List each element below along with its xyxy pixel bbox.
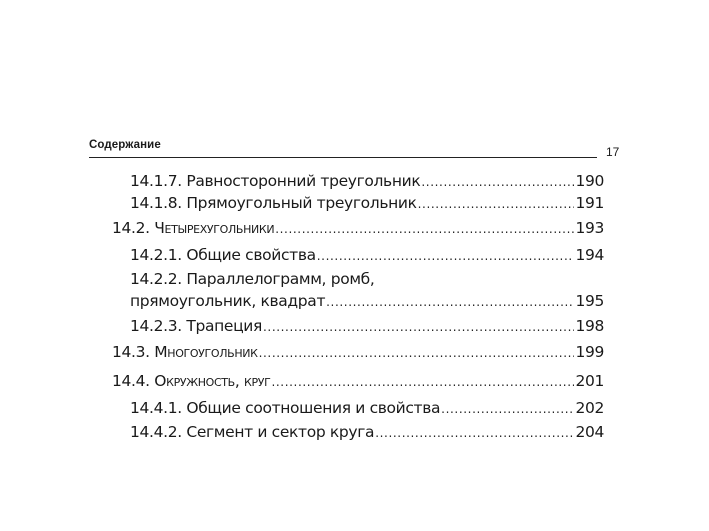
toc-entry-label: 14.3. Многоугольник xyxy=(112,343,258,361)
toc-entry-page: 201 xyxy=(575,372,604,390)
toc-entry-label: прямоугольник, квадрат xyxy=(130,292,326,310)
toc-leader-dots xyxy=(317,247,575,265)
toc-leader-dots xyxy=(271,373,574,391)
toc-entry-14-1-7[interactable] xyxy=(130,172,604,191)
toc-entry-page: 199 xyxy=(575,343,604,361)
toc-entry-label: 14.2. Четырехугольники xyxy=(112,219,275,237)
running-head-title: Содержание xyxy=(89,139,161,151)
toc-leader-dots xyxy=(375,424,574,442)
toc-entry-14-4-1[interactable] xyxy=(130,399,604,418)
toc-entry-14-2-3[interactable] xyxy=(130,317,604,336)
toc-entry-label: 14.1.7. Равносторонний треугольник xyxy=(130,172,421,190)
toc-entry-14-2-1[interactable] xyxy=(130,246,604,265)
toc-entry-14-2-2-line1[interactable]: 14.2.2. Параллелограмм, ромб, xyxy=(130,270,375,288)
toc-entry-label: 14.2.3. Трапеция xyxy=(130,317,262,335)
toc-entry-label: 14.4.1. Общие соотношения и свойства xyxy=(130,399,441,417)
toc-leader-dots xyxy=(259,344,575,362)
toc-entry-page: 194 xyxy=(575,246,604,264)
page-number: 17 xyxy=(606,145,620,159)
toc-entry-14-3[interactable] xyxy=(112,343,604,362)
toc-entry-14-2[interactable] xyxy=(112,219,604,238)
toc-entry-page: 202 xyxy=(575,399,604,417)
toc-entry-page: 204 xyxy=(575,423,604,441)
toc-entry-page: 198 xyxy=(575,317,604,335)
toc-leader-dots xyxy=(326,293,574,311)
running-head xyxy=(89,139,597,158)
toc-entry-page: 191 xyxy=(575,194,604,212)
toc-entry-page: 193 xyxy=(575,219,604,237)
toc-entry-page: 190 xyxy=(575,172,604,190)
toc-entry-14-4-2[interactable] xyxy=(130,423,604,442)
toc-entry-page: 195 xyxy=(575,292,604,310)
toc-entry-14-1-8[interactable] xyxy=(130,194,604,213)
toc-entry-label: 14.2.1. Общие свойства xyxy=(130,246,316,264)
toc-leader-dots xyxy=(418,195,575,213)
toc-leader-dots xyxy=(275,220,574,238)
toc-entry-14-4[interactable] xyxy=(112,372,604,391)
toc-leader-dots xyxy=(421,173,574,191)
toc-entry-label: 14.4.2. Сегмент и сектор круга xyxy=(130,423,375,441)
toc-entry-label: 14.4. Окружность, круг xyxy=(112,372,271,390)
toc-leader-dots xyxy=(441,400,574,418)
toc-leader-dots xyxy=(263,318,574,336)
toc-entry-14-2-2[interactable] xyxy=(130,292,604,311)
toc-entry-label: 14.1.8. Прямоугольный треугольник xyxy=(130,194,417,212)
